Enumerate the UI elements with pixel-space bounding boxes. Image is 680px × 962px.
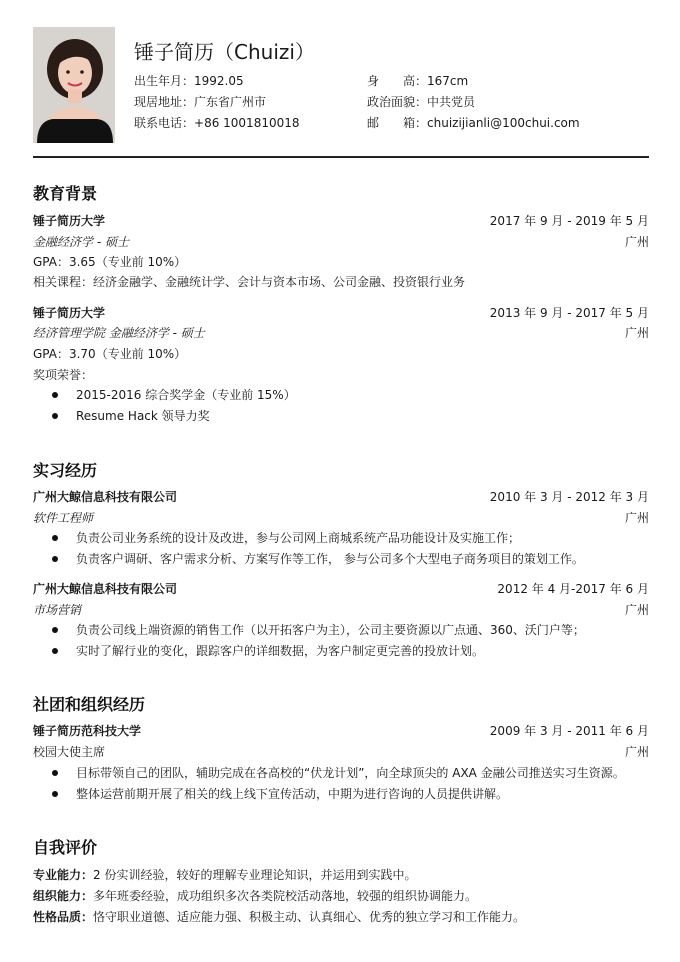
- address-label: 现居地址：: [134, 95, 195, 109]
- intern2-bullet-1: 负责公司线上端资源的销售工作（以开拓客户为主），公司主要资源以广点通、360、沃门户等；: [76, 623, 585, 637]
- self-eval-row: [33, 908, 649, 925]
- club1-city: 广州: [624, 745, 649, 759]
- phone-label: 联系电话：: [134, 116, 195, 130]
- height-label: 身 高：: [367, 74, 428, 88]
- self-eval-text: 2 份实训经验，较好的理解专业理论知识，并运用到实践中。: [93, 868, 417, 882]
- edu2-date: 2013 年 9 月 - 2017 年 5 月: [489, 306, 649, 320]
- edu1-courses: 相关课程：经济金融学、金融统计学、会计与资本市场、公司金融、投资银行业务: [33, 275, 466, 289]
- edu1-gpa: GPA：3.65（专业前 10%）: [33, 255, 187, 269]
- self-eval-text: 恪守职业道德、适应能力强、积极主动、认真细心、优秀的独立学习和工作能力。: [93, 910, 526, 924]
- header-divider: [33, 156, 649, 158]
- address-value: 广东省广州市: [194, 95, 267, 109]
- intern2-role: 市场营销: [33, 603, 82, 617]
- politics-row: [367, 93, 475, 110]
- height-value: 167cm: [427, 74, 469, 88]
- bullet-dot-icon: [52, 648, 58, 654]
- intern1-company-row: [33, 488, 649, 505]
- intern2-company-row: [33, 580, 649, 597]
- self-eval-label: 组织能力：: [33, 889, 94, 903]
- bullet-dot-icon: [52, 770, 58, 776]
- edu2-award-2: Resume Hack 领导力奖: [76, 409, 210, 423]
- bullet-dot-icon: [52, 627, 58, 633]
- address-row: [134, 93, 266, 110]
- edu2-city: 广州: [624, 326, 649, 340]
- email-label: 邮 箱：: [367, 116, 428, 130]
- intern1-role-row: [33, 509, 649, 526]
- edu2-school-row: [33, 304, 649, 321]
- edu1-major-row: [33, 233, 649, 250]
- resume-header: [33, 27, 649, 143]
- edu1-city: 广州: [624, 235, 649, 249]
- edu2-gpa: GPA：3.70（专业前 10%）: [33, 347, 187, 361]
- clubs-title: 社团和组织经历: [33, 695, 146, 714]
- intern2-bullet-2: 实时了解行业的变化，跟踪客户的详细数据，为客户制定更完善的投放计划。: [76, 644, 485, 658]
- self-eval-row: [33, 887, 649, 904]
- intern1-company: 广州大鲸信息科技有限公司: [33, 490, 178, 504]
- resume-name: 锤子简历（Chuizi）: [134, 40, 315, 64]
- intern1-date: 2010 年 3 月 - 2012 年 3 月: [489, 490, 649, 504]
- self-eval-label: 性格品质：: [33, 910, 94, 924]
- email-value: chuizijianli@100chui.com: [427, 116, 580, 130]
- edu2-awards-label: 奖项荣誉：: [33, 368, 94, 382]
- intern2-date: 2012 年 4 月-2017 年 6 月: [497, 582, 649, 596]
- edu1-school-row: [33, 212, 649, 229]
- internship-title: 实习经历: [33, 461, 98, 480]
- portrait-image: [33, 27, 115, 143]
- edu1-date: 2017 年 9 月 - 2019 年 5 月: [489, 214, 649, 228]
- politics-label: 政治面貌：: [367, 95, 428, 109]
- bullet-dot-icon: [52, 392, 58, 398]
- club1-role: 校园大使主席: [33, 745, 106, 759]
- club1-bullet-1: 目标带领自己的团队，辅助完成在各高校的“伏龙计划”，向全球顶尖的 AXA 金融公司推送实习生资源。: [76, 766, 625, 780]
- bullet-dot-icon: [52, 535, 58, 541]
- birth-label: 出生年月：: [134, 74, 195, 88]
- email-row: [367, 114, 580, 131]
- phone-row: [134, 114, 300, 131]
- phone-value: +86 1001810018: [194, 116, 300, 130]
- height-row: [367, 72, 468, 89]
- intern1-role: 软件工程师: [33, 511, 94, 525]
- birth-row: [134, 72, 244, 89]
- birth-value: 1992.05: [194, 74, 244, 88]
- self-eval-label: 专业能力：: [33, 868, 94, 882]
- intern1-city: 广州: [624, 511, 649, 525]
- self-eval-row: [33, 866, 649, 883]
- intern1-bullet-2: 负责客户调研、客户需求分析、方案写作等工作， 参与公司多个大型电子商务项目的策划工作。: [76, 552, 584, 566]
- intern1-bullet-1: 负责公司业务系统的设计及改进，参与公司网上商城系统产品功能设计及实施工作；: [76, 531, 521, 545]
- intern2-city: 广州: [624, 603, 649, 617]
- education-title: 教育背景: [33, 184, 98, 203]
- edu1-major: 金融经济学 - 硕士: [33, 235, 129, 249]
- club1-bullet-2: 整体运营前期开展了相关的线上线下宣传活动，中期为进行咨询的人员提供讲解。: [76, 787, 509, 801]
- self-eval-title: 自我评价: [33, 838, 98, 857]
- club1-role-row: [33, 743, 649, 760]
- edu2-major: 经济管理学院 金融经济学 - 硕士: [33, 326, 205, 340]
- self-eval-text: 多年班委经验，成功组织多次各类院校活动落地，较强的组织协调能力。: [93, 889, 478, 903]
- club1-date: 2009 年 3 月 - 2011 年 6 月: [489, 724, 649, 738]
- edu2-major-row: [33, 324, 649, 341]
- bullet-dot-icon: [52, 791, 58, 797]
- intern2-role-row: [33, 601, 649, 618]
- edu2-award-1: 2015-2016 综合奖学金（专业前 15%）: [76, 388, 296, 402]
- bullet-dot-icon: [52, 556, 58, 562]
- edu1-school: 锤子简历大学: [33, 214, 106, 228]
- politics-value: 中共党员: [427, 95, 476, 109]
- intern2-company: 广州大鲸信息科技有限公司: [33, 582, 178, 596]
- bullet-dot-icon: [52, 413, 58, 419]
- edu2-school: 锤子简历大学: [33, 306, 106, 320]
- profile-photo: [33, 27, 115, 143]
- club1-org-row: [33, 722, 649, 739]
- club1-org: 锤子简历范科技大学: [33, 724, 142, 738]
